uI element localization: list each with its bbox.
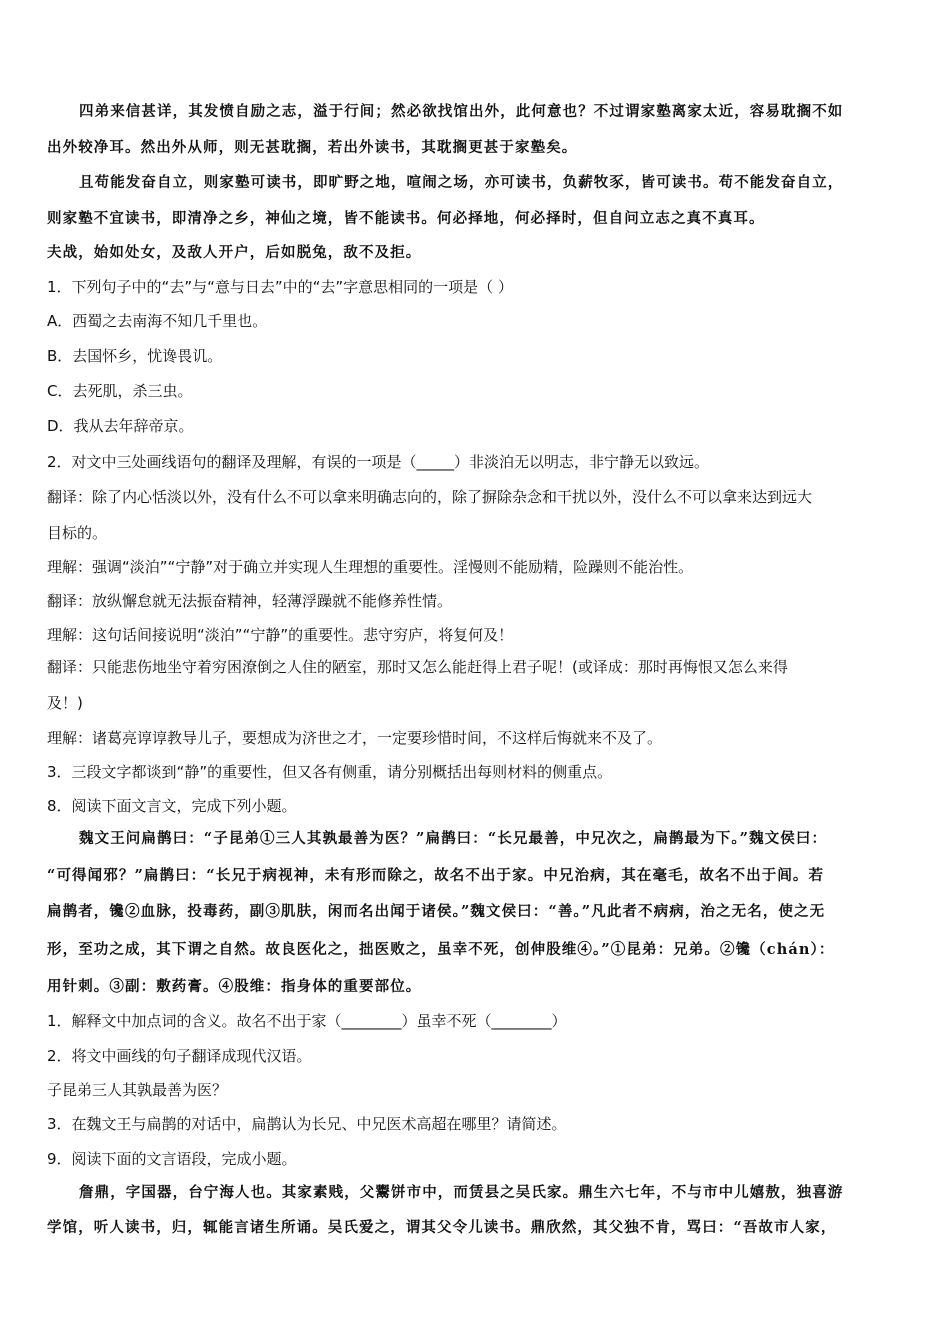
text-line: D．我从去年辞帝京。 [47, 417, 194, 435]
text-line: 形，至功之成，其下谓之自然。故良医化之，拙医败之，虽幸不死，创伸股维④。”①昆弟：兄弟。②镵（chán）： [47, 941, 835, 958]
text-line: 3．在魏文王与扁鹊的对话中，扁鹊认为长兄、中兄医术高超在哪里？请简述。 [47, 1115, 567, 1133]
text-line: 9．阅读下面的文言语段，完成小题。 [47, 1150, 297, 1168]
text-line: 出外较净耳。然出外从师，则无甚耽搁，若出外读书，其耽搁更甚于家塾矣。 [47, 139, 578, 156]
text-line: A．西蜀之去南海不知几千里也。 [47, 312, 268, 330]
text-line: 詹鼎，字国器，台宁海人也。其家素贱，父鬻饼市中，而赁县之吴氏家。鼎生六七年，不与市中儿嬉敖，独喜游 [79, 1184, 844, 1201]
text-line: 翻译：除了内心恬淡以外，没有什么不可以拿来明确志向的，除了摒除杂念和干扰以外，没什么不可以拿来达到远大 [47, 488, 813, 506]
text-line: 目标的。 [47, 524, 108, 542]
text-line: 1．解释文中加点词的含义。故名不出于家（________）虽幸不死（________） [47, 1012, 567, 1030]
text-line: 2．将文中画线的句子翻译成现代汉语。 [47, 1047, 312, 1065]
text-line: 8．阅读下面文言文，完成下列小题。 [47, 797, 297, 815]
text-line: 魏文王问扁鹊曰：“子昆弟①三人其孰最善为医？”扁鹊曰：“长兄最善，中兄次之，扁鹊最为下。”魏文侯曰： [79, 830, 828, 847]
text-line: 学馆，听人读书，归，辄能言诸生所诵。吴氏爱之，谓其父令儿读书。鼎欣然，其父独不肯，骂曰：“吾故市人家， [47, 1219, 837, 1236]
text-line: “可得闻邪？”扁鹊曰：“长兄于病视神，未有形而除之，故名不出于家。中兄治病，其在毫毛，故名不出于闾。若 [47, 867, 825, 884]
text-line: 理解：强调“淡泊”“宁静”对于确立并实现人生理想的重要性。淫慢则不能励精，险躁则不能治性。 [47, 558, 694, 576]
text-line: 四弟来信甚详，其发愤自励之志，溢于行间；然必欲找馆出外，此何意也？不过谓家塾离家太近，容易耽搁不如 [79, 103, 844, 120]
text-line: 且苟能发奋自立，则家塾可读书，即旷野之地，喧闹之场，亦可读书，负薪牧豕，皆可读书。苟不能发奋自立， [79, 174, 844, 191]
text-line: 扁鹊者，镵②血脉，投毒药，副③肌肤，闲而名出闻于诸侯。”魏文侯曰：“善。”凡此者不病病，治之无名，使之无 [47, 903, 826, 920]
text-line: 翻译：只能悲伤地坐守着穷困潦倒之人住的陋室，那时又怎么能赶得上君子呢！(或译成：那时再悔恨又怎么来得 [47, 658, 788, 676]
text-line: 夫战，始如处女，及敌人开户，后如脱兔，敌不及拒。 [47, 244, 422, 261]
text-line: B．去国怀乡，忧谗畏讥。 [47, 347, 223, 365]
text-line: 翻译：放纵懈怠就无法振奋精神，轻薄浮躁就不能修养性情。 [47, 592, 453, 610]
text-line: 及！) [47, 694, 83, 712]
text-line: 1．下列句子中的“去”与“意与日去”中的“去”字意思相同的一项是（ ） [47, 278, 513, 296]
text-line: 3．三段文字都谈到“静”的重要性，但又各有侧重，请分别概括出每则材料的侧重点。 [47, 763, 613, 781]
text-line: 2．对文中三处画线语句的翻译及理解，有误的一项是（_____）非淡泊无以明志，非宁静无以致远。 [47, 453, 710, 471]
text-line: 用针刺。③副：敷药膏。④股维：指身体的重要部位。 [47, 978, 422, 995]
text-line: 理解：诸葛亮谆谆教导儿子，要想成为济世之才，一定要珍惜时间，不这样后悔就来不及了。 [47, 729, 663, 747]
text-line: C．去死肌，杀三虫。 [47, 382, 193, 400]
text-line: 理解：这句话间接说明“淡泊”“宁静”的重要性。悲守穷庐，将复何及！ [47, 626, 514, 644]
text-line: 子昆弟三人其孰最善为医？ [47, 1081, 228, 1099]
text-line: 则家塾不宜读书，即清净之乡，神仙之境，皆不能读书。何必择地，何必择时，但自问立志之真不真耳。 [47, 210, 765, 227]
